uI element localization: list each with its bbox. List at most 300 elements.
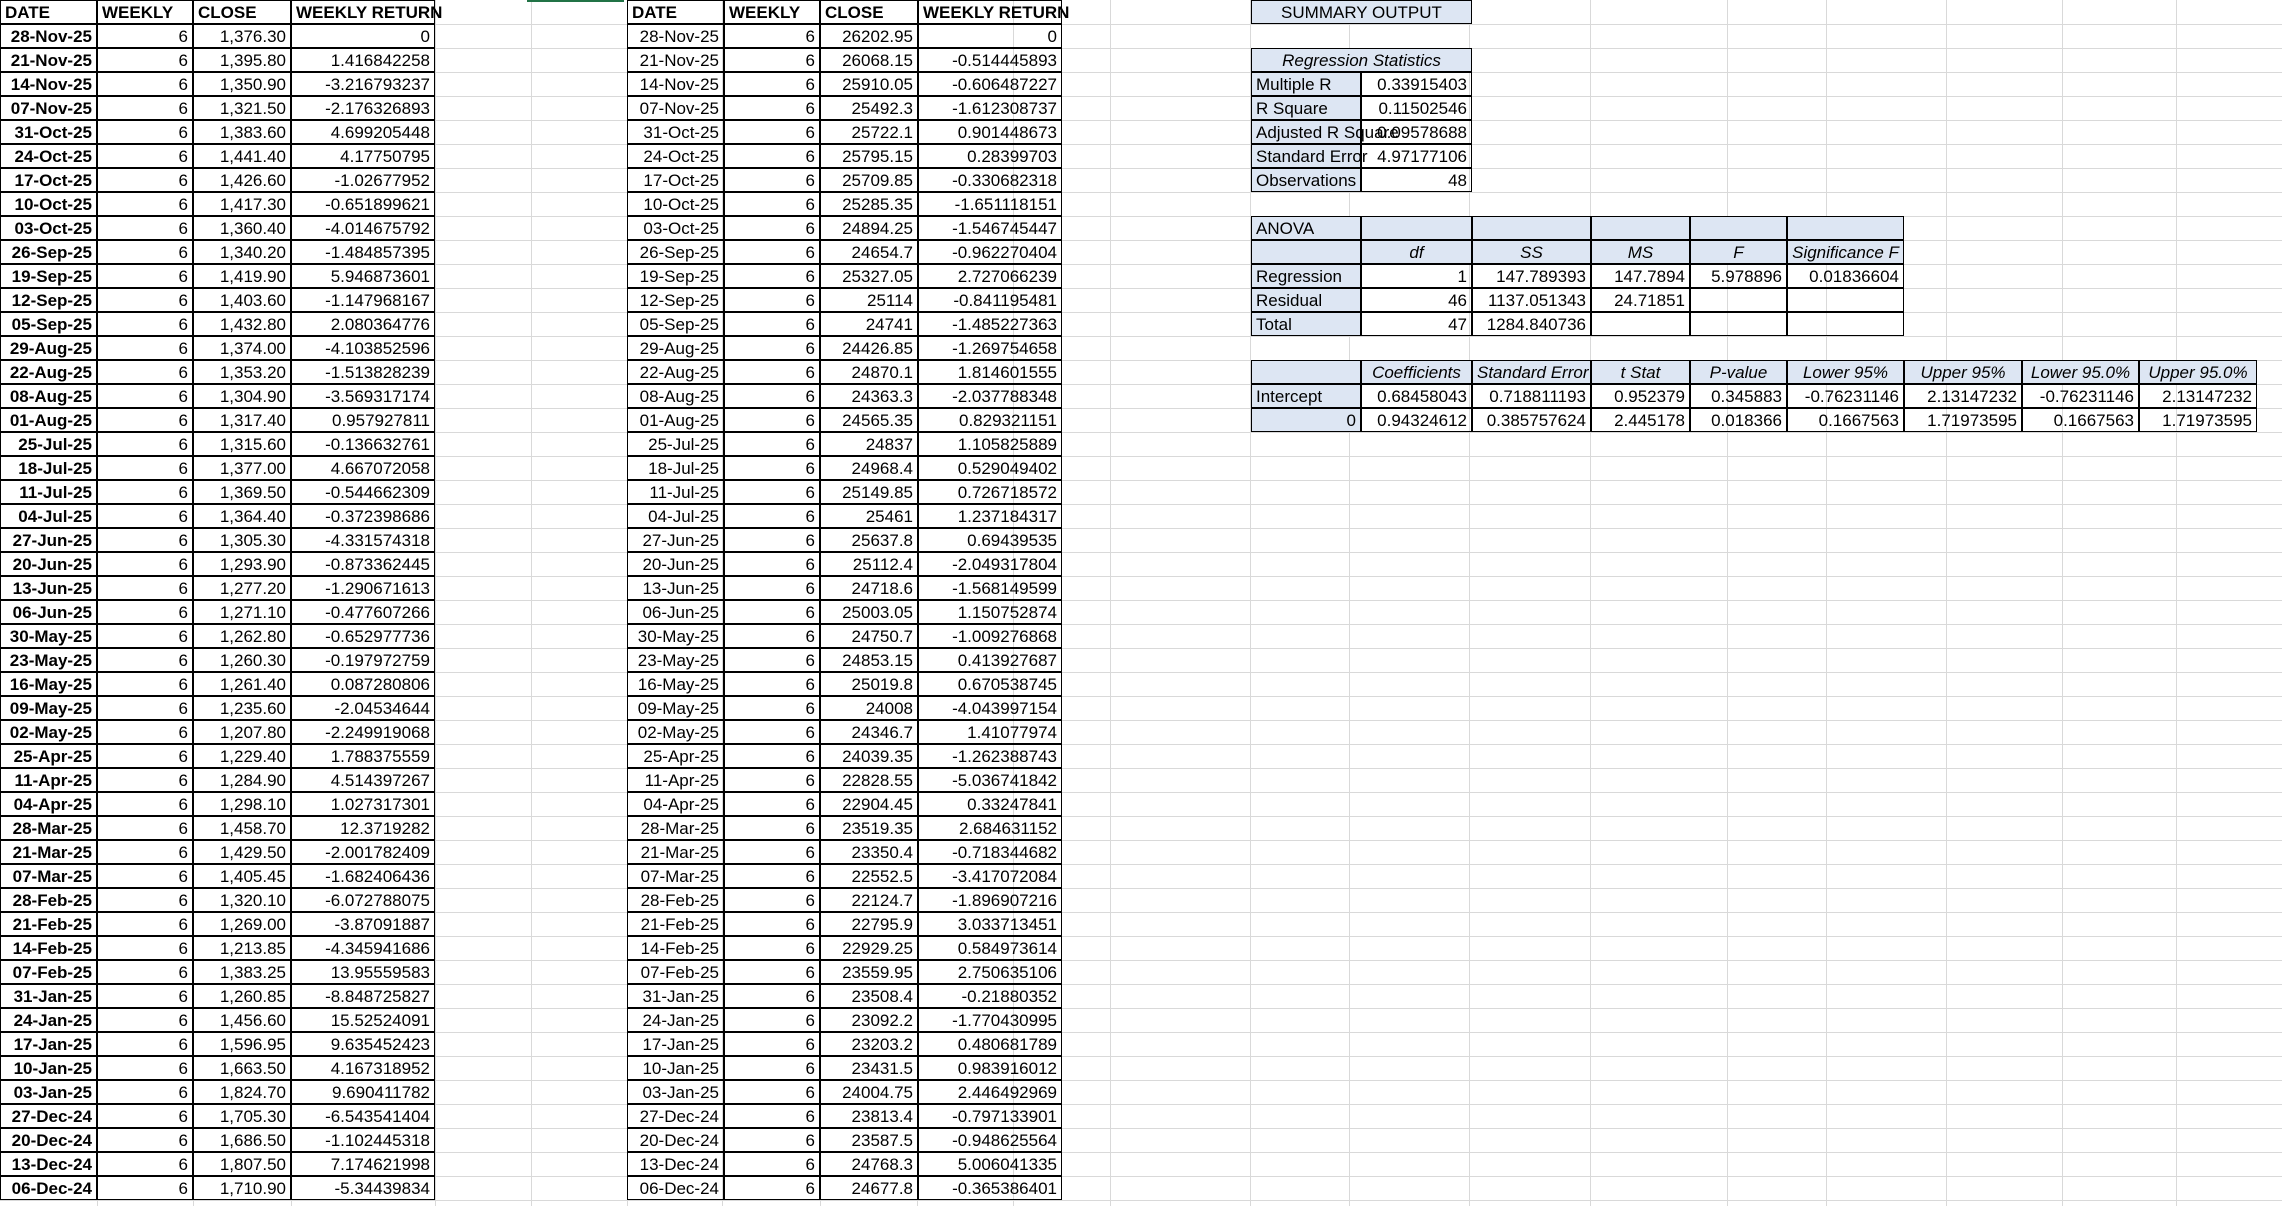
block2-cell[interactable]: 6 — [724, 336, 820, 360]
block2-cell[interactable]: 23350.4 — [820, 840, 918, 864]
block2-cell[interactable]: 6 — [724, 912, 820, 936]
block2-cell[interactable]: 22929.25 — [820, 936, 918, 960]
block2-cell[interactable]: 29-Aug-25 — [627, 336, 724, 360]
block2-cell[interactable]: 24008 — [820, 696, 918, 720]
block1-cell[interactable]: 6 — [97, 288, 193, 312]
block1-cell[interactable]: 17-Oct-25 — [0, 168, 97, 192]
block1-cell[interactable]: 6 — [97, 216, 193, 240]
block2-cell[interactable]: 5.006041335 — [918, 1152, 1062, 1176]
block1-cell[interactable]: 10-Jan-25 — [0, 1056, 97, 1080]
block1-cell[interactable]: 1,456.60 — [193, 1008, 291, 1032]
block1-cell[interactable]: 1,235.60 — [193, 696, 291, 720]
block1-cell[interactable]: 22-Aug-25 — [0, 360, 97, 384]
block2-cell[interactable]: 23559.95 — [820, 960, 918, 984]
block1-cell[interactable]: 31-Jan-25 — [0, 984, 97, 1008]
coefficients-header[interactable]: Lower 95% — [1787, 360, 1904, 384]
block1-cell[interactable]: 1,710.90 — [193, 1176, 291, 1200]
block1-cell[interactable]: 6 — [97, 1008, 193, 1032]
block2-cell[interactable]: 6 — [724, 960, 820, 984]
coefficient-value[interactable]: 1.71973595 — [1904, 408, 2022, 432]
coefficients-header[interactable]: P-value — [1690, 360, 1787, 384]
regression-stat-label[interactable]: Standard Error — [1251, 144, 1361, 168]
block1-cell[interactable]: 1,441.40 — [193, 144, 291, 168]
block1-cell[interactable]: 1,260.85 — [193, 984, 291, 1008]
block1-cell[interactable]: 17-Jan-25 — [0, 1032, 97, 1056]
block1-cell[interactable]: 0.087280806 — [291, 672, 435, 696]
anova-value[interactable]: 1284.840736 — [1472, 312, 1591, 336]
coefficient-value[interactable]: 0.385757624 — [1472, 408, 1591, 432]
block2-cell[interactable]: 6 — [724, 1080, 820, 1104]
block1-cell[interactable]: 13.95559583 — [291, 960, 435, 984]
block1-cell[interactable]: 31-Oct-25 — [0, 120, 97, 144]
block1-cell[interactable]: 4.167318952 — [291, 1056, 435, 1080]
block1-cell[interactable]: -1.02677952 — [291, 168, 435, 192]
regression-stat-label[interactable]: Adjusted R Square — [1251, 120, 1361, 144]
block1-cell[interactable]: 6 — [97, 672, 193, 696]
block1-cell[interactable]: 1,262.80 — [193, 624, 291, 648]
block2-cell[interactable]: 6 — [724, 816, 820, 840]
coefficient-value[interactable]: 0.718811193 — [1472, 384, 1591, 408]
block1-cell[interactable]: 1.788375559 — [291, 744, 435, 768]
anova-header[interactable]: Significance F — [1787, 240, 1904, 264]
block2-cell[interactable]: 6 — [724, 216, 820, 240]
block1-cell[interactable]: 6 — [97, 552, 193, 576]
block2-cell[interactable]: 22904.45 — [820, 792, 918, 816]
coefficients-header[interactable]: Upper 95.0% — [2139, 360, 2257, 384]
block2-cell[interactable]: 30-May-25 — [627, 624, 724, 648]
block1-cell[interactable]: 6 — [97, 624, 193, 648]
block2-cell[interactable]: 6 — [724, 240, 820, 264]
block1-cell[interactable]: 6 — [97, 1176, 193, 1200]
block1-cell[interactable]: 27-Dec-24 — [0, 1104, 97, 1128]
block2-cell[interactable]: 13-Dec-24 — [627, 1152, 724, 1176]
block1-cell[interactable]: 6 — [97, 600, 193, 624]
block1-cell[interactable]: -1.102445318 — [291, 1128, 435, 1152]
block2-cell[interactable]: -1.896907216 — [918, 888, 1062, 912]
block2-cell[interactable]: 25003.05 — [820, 600, 918, 624]
anova-title-filler[interactable] — [1787, 216, 1904, 240]
block2-cell[interactable]: 6 — [724, 1008, 820, 1032]
block1-cell[interactable]: 1,395.80 — [193, 48, 291, 72]
block1-cell[interactable]: 4.514397267 — [291, 768, 435, 792]
block2-cell[interactable]: 27-Dec-24 — [627, 1104, 724, 1128]
block1-cell[interactable]: 10-Oct-25 — [0, 192, 97, 216]
block2-cell[interactable]: 6 — [724, 672, 820, 696]
coefficients-header[interactable]: Coefficients — [1361, 360, 1472, 384]
block1-cell[interactable]: -6.072788075 — [291, 888, 435, 912]
block1-cell[interactable]: -1.513828239 — [291, 360, 435, 384]
block1-cell[interactable]: 6 — [97, 504, 193, 528]
block2-cell[interactable]: 06-Dec-24 — [627, 1176, 724, 1200]
block2-cell[interactable]: 14-Feb-25 — [627, 936, 724, 960]
block2-cell[interactable]: -0.21880352 — [918, 984, 1062, 1008]
block2-cell[interactable]: -0.514445893 — [918, 48, 1062, 72]
block2-cell[interactable]: 26068.15 — [820, 48, 918, 72]
block2-cell[interactable]: 6 — [724, 864, 820, 888]
block2-cell[interactable]: -0.962270404 — [918, 240, 1062, 264]
block2-cell[interactable]: 24565.35 — [820, 408, 918, 432]
block1-cell[interactable]: -3.216793237 — [291, 72, 435, 96]
coefficient-value[interactable]: 0.68458043 — [1361, 384, 1472, 408]
block1-cell[interactable]: 1,207.80 — [193, 720, 291, 744]
block2-cell[interactable]: 03-Oct-25 — [627, 216, 724, 240]
block2-cell[interactable]: 22828.55 — [820, 768, 918, 792]
block2-header-weekly-return[interactable]: WEEKLY RETURN — [918, 0, 1062, 24]
block2-cell[interactable]: 2.446492969 — [918, 1080, 1062, 1104]
block1-cell[interactable]: 1,419.90 — [193, 264, 291, 288]
block1-cell[interactable]: 6 — [97, 480, 193, 504]
block1-cell[interactable]: 1,261.40 — [193, 672, 291, 696]
block1-cell[interactable]: 1,340.20 — [193, 240, 291, 264]
block1-cell[interactable]: 7.174621998 — [291, 1152, 435, 1176]
block1-cell[interactable]: -6.543541404 — [291, 1104, 435, 1128]
block1-cell[interactable]: 6 — [97, 456, 193, 480]
block1-cell[interactable]: 1,383.25 — [193, 960, 291, 984]
block1-cell[interactable]: -1.147968167 — [291, 288, 435, 312]
block2-cell[interactable]: 24968.4 — [820, 456, 918, 480]
block1-cell[interactable]: 6 — [97, 912, 193, 936]
block1-cell[interactable]: 6 — [97, 192, 193, 216]
block2-cell[interactable]: 23519.35 — [820, 816, 918, 840]
block1-cell[interactable]: 03-Jan-25 — [0, 1080, 97, 1104]
block1-cell[interactable]: 1,429.50 — [193, 840, 291, 864]
block1-cell[interactable]: 6 — [97, 264, 193, 288]
block1-cell[interactable]: 6 — [97, 432, 193, 456]
coefficient-value[interactable]: 0.1667563 — [2022, 408, 2139, 432]
block2-cell[interactable]: 25-Apr-25 — [627, 744, 724, 768]
block1-cell[interactable]: 23-May-25 — [0, 648, 97, 672]
block1-cell[interactable]: 6 — [97, 648, 193, 672]
block1-cell[interactable]: 6 — [97, 528, 193, 552]
coefficients-header[interactable] — [1251, 360, 1361, 384]
block2-cell[interactable]: -1.009276868 — [918, 624, 1062, 648]
block1-cell[interactable]: 04-Apr-25 — [0, 792, 97, 816]
block2-cell[interactable]: -5.036741842 — [918, 768, 1062, 792]
block1-cell[interactable]: 1,298.10 — [193, 792, 291, 816]
block1-cell[interactable]: 30-May-25 — [0, 624, 97, 648]
block1-cell[interactable]: -3.569317174 — [291, 384, 435, 408]
block1-cell[interactable]: 6 — [97, 768, 193, 792]
block2-cell[interactable]: 24654.7 — [820, 240, 918, 264]
block1-cell[interactable]: 1,315.60 — [193, 432, 291, 456]
block1-cell[interactable]: 07-Feb-25 — [0, 960, 97, 984]
coefficient-row-label[interactable]: 0 — [1251, 408, 1361, 432]
coefficients-header[interactable]: t Stat — [1591, 360, 1690, 384]
block2-cell[interactable]: 24853.15 — [820, 648, 918, 672]
block1-cell[interactable]: -0.372398686 — [291, 504, 435, 528]
block2-cell[interactable]: 24837 — [820, 432, 918, 456]
block2-cell[interactable]: -1.612308737 — [918, 96, 1062, 120]
block2-cell[interactable]: 25114 — [820, 288, 918, 312]
anova-row-label[interactable]: Regression — [1251, 264, 1361, 288]
block1-cell[interactable]: 08-Aug-25 — [0, 384, 97, 408]
block2-cell[interactable]: 6 — [724, 1032, 820, 1056]
block2-cell[interactable]: 06-Jun-25 — [627, 600, 724, 624]
block2-cell[interactable]: 14-Nov-25 — [627, 72, 724, 96]
coefficient-row-label[interactable]: Intercept — [1251, 384, 1361, 408]
block2-cell[interactable]: 19-Sep-25 — [627, 264, 724, 288]
coefficient-value[interactable]: 0.018366 — [1690, 408, 1787, 432]
block2-cell[interactable]: -0.718344682 — [918, 840, 1062, 864]
block1-cell[interactable]: 11-Jul-25 — [0, 480, 97, 504]
regression-stat-label[interactable]: Observations — [1251, 168, 1361, 192]
coefficient-value[interactable]: 2.13147232 — [1904, 384, 2022, 408]
block2-cell[interactable]: 26-Sep-25 — [627, 240, 724, 264]
anova-header[interactable]: MS — [1591, 240, 1690, 264]
block2-cell[interactable]: 6 — [724, 504, 820, 528]
block1-cell[interactable]: 5.946873601 — [291, 264, 435, 288]
block1-cell[interactable]: 6 — [97, 384, 193, 408]
block2-cell[interactable]: 07-Feb-25 — [627, 960, 724, 984]
anova-header[interactable]: SS — [1472, 240, 1591, 264]
anova-header[interactable]: df — [1361, 240, 1472, 264]
block2-cell[interactable]: 6 — [724, 144, 820, 168]
block1-cell[interactable]: 1,377.00 — [193, 456, 291, 480]
block1-cell[interactable]: 6 — [97, 24, 193, 48]
anova-title-filler[interactable] — [1472, 216, 1591, 240]
block1-cell[interactable]: 11-Apr-25 — [0, 768, 97, 792]
block1-cell[interactable]: 09-May-25 — [0, 696, 97, 720]
anova-value[interactable] — [1787, 312, 1904, 336]
block2-cell[interactable]: 0.584973614 — [918, 936, 1062, 960]
block2-cell[interactable]: -1.269754658 — [918, 336, 1062, 360]
regression-stat-value[interactable]: 4.97177106 — [1361, 144, 1472, 168]
block1-cell[interactable]: 1,369.50 — [193, 480, 291, 504]
block1-cell[interactable]: 1,376.30 — [193, 24, 291, 48]
block2-cell[interactable]: 24870.1 — [820, 360, 918, 384]
anova-value[interactable] — [1787, 288, 1904, 312]
anova-value[interactable] — [1690, 312, 1787, 336]
block2-cell[interactable]: -0.948625564 — [918, 1128, 1062, 1152]
block2-header-close[interactable]: CLOSE — [820, 0, 918, 24]
coefficient-value[interactable]: -0.76231146 — [1787, 384, 1904, 408]
block1-cell[interactable]: 0 — [291, 24, 435, 48]
block1-cell[interactable]: 6 — [97, 168, 193, 192]
block2-cell[interactable]: 6 — [724, 792, 820, 816]
coefficient-value[interactable]: 0.1667563 — [1787, 408, 1904, 432]
block1-cell[interactable]: 6 — [97, 888, 193, 912]
block2-cell[interactable]: 0.480681789 — [918, 1032, 1062, 1056]
block1-cell[interactable]: 6 — [97, 72, 193, 96]
block1-cell[interactable]: 1,320.10 — [193, 888, 291, 912]
block1-cell[interactable]: -0.651899621 — [291, 192, 435, 216]
block2-cell[interactable]: 23587.5 — [820, 1128, 918, 1152]
block2-cell[interactable]: 18-Jul-25 — [627, 456, 724, 480]
block1-cell[interactable]: 06-Jun-25 — [0, 600, 97, 624]
block1-cell[interactable]: 1,458.70 — [193, 816, 291, 840]
block1-cell[interactable]: -5.34439834 — [291, 1176, 435, 1200]
block2-cell[interactable]: 6 — [724, 648, 820, 672]
block1-cell[interactable]: -2.249919068 — [291, 720, 435, 744]
block2-cell[interactable]: 04-Apr-25 — [627, 792, 724, 816]
block1-cell[interactable]: 6 — [97, 336, 193, 360]
block2-cell[interactable]: 11-Jul-25 — [627, 480, 724, 504]
block1-cell[interactable]: -0.197972759 — [291, 648, 435, 672]
anova-title-filler[interactable] — [1591, 216, 1690, 240]
block2-cell[interactable]: 21-Feb-25 — [627, 912, 724, 936]
block2-cell[interactable]: 2.684631152 — [918, 816, 1062, 840]
anova-value[interactable] — [1690, 288, 1787, 312]
block1-cell[interactable]: 6 — [97, 96, 193, 120]
block2-cell[interactable]: 3.033713451 — [918, 912, 1062, 936]
block2-cell[interactable]: 6 — [724, 624, 820, 648]
block1-cell[interactable]: 20-Dec-24 — [0, 1128, 97, 1152]
block1-cell[interactable]: 1,374.00 — [193, 336, 291, 360]
block2-cell[interactable]: 28-Mar-25 — [627, 816, 724, 840]
block2-cell[interactable]: 13-Jun-25 — [627, 576, 724, 600]
block1-cell[interactable]: 9.690411782 — [291, 1080, 435, 1104]
block2-cell[interactable]: 6 — [724, 1104, 820, 1128]
block2-cell[interactable]: 6 — [724, 96, 820, 120]
anova-value[interactable]: 46 — [1361, 288, 1472, 312]
block2-cell[interactable]: 6 — [724, 552, 820, 576]
block1-cell[interactable]: 1,277.20 — [193, 576, 291, 600]
regression-stat-label[interactable]: R Square — [1251, 96, 1361, 120]
coefficient-value[interactable]: 1.71973595 — [2139, 408, 2257, 432]
block1-cell[interactable]: 4.17750795 — [291, 144, 435, 168]
block2-cell[interactable]: 22-Aug-25 — [627, 360, 724, 384]
block1-cell[interactable]: 29-Aug-25 — [0, 336, 97, 360]
block1-header-weekly[interactable]: WEEKLY — [97, 0, 193, 24]
anova-title-filler[interactable] — [1690, 216, 1787, 240]
block2-cell[interactable]: 04-Jul-25 — [627, 504, 724, 528]
block1-cell[interactable]: -0.477607266 — [291, 600, 435, 624]
anova-row-label[interactable]: Residual — [1251, 288, 1361, 312]
block1-cell[interactable]: 6 — [97, 792, 193, 816]
block2-cell[interactable]: 20-Dec-24 — [627, 1128, 724, 1152]
block2-cell[interactable]: 31-Jan-25 — [627, 984, 724, 1008]
block2-cell[interactable]: 10-Oct-25 — [627, 192, 724, 216]
block2-cell[interactable]: 31-Oct-25 — [627, 120, 724, 144]
block1-cell[interactable]: 18-Jul-25 — [0, 456, 97, 480]
block1-cell[interactable]: 20-Jun-25 — [0, 552, 97, 576]
block2-cell[interactable]: 25149.85 — [820, 480, 918, 504]
block2-cell[interactable]: 20-Jun-25 — [627, 552, 724, 576]
block2-cell[interactable]: 6 — [724, 24, 820, 48]
block1-cell[interactable]: 1,405.45 — [193, 864, 291, 888]
block2-cell[interactable]: 6 — [724, 1152, 820, 1176]
block2-cell[interactable]: 25-Jul-25 — [627, 432, 724, 456]
regression-stat-value[interactable]: 0.11502546 — [1361, 96, 1472, 120]
block2-cell[interactable]: 6 — [724, 744, 820, 768]
coefficient-value[interactable]: 0.952379 — [1591, 384, 1690, 408]
block1-cell[interactable]: 6 — [97, 816, 193, 840]
block1-cell[interactable]: 01-Aug-25 — [0, 408, 97, 432]
block2-cell[interactable]: 24677.8 — [820, 1176, 918, 1200]
block1-cell[interactable]: 1,271.10 — [193, 600, 291, 624]
block1-cell[interactable]: 07-Nov-25 — [0, 96, 97, 120]
block2-cell[interactable]: 23508.4 — [820, 984, 918, 1008]
block1-cell[interactable]: 6 — [97, 1152, 193, 1176]
block2-cell[interactable]: 6 — [724, 768, 820, 792]
block1-cell[interactable]: 16-May-25 — [0, 672, 97, 696]
block2-cell[interactable]: 1.237184317 — [918, 504, 1062, 528]
block2-cell[interactable]: 0 — [918, 24, 1062, 48]
block2-cell[interactable]: -0.365386401 — [918, 1176, 1062, 1200]
anova-title-filler[interactable] — [1361, 216, 1472, 240]
block1-cell[interactable]: -3.87091887 — [291, 912, 435, 936]
block2-cell[interactable]: -1.485227363 — [918, 312, 1062, 336]
block1-cell[interactable]: 6 — [97, 120, 193, 144]
block2-cell[interactable]: 0.69439535 — [918, 528, 1062, 552]
block1-cell[interactable]: -2.04534644 — [291, 696, 435, 720]
block2-cell[interactable]: 23092.2 — [820, 1008, 918, 1032]
block2-cell[interactable]: 24039.35 — [820, 744, 918, 768]
block1-header-weekly-return[interactable]: WEEKLY RETURN — [291, 0, 435, 24]
block1-cell[interactable]: -4.331574318 — [291, 528, 435, 552]
block2-cell[interactable]: 23431.5 — [820, 1056, 918, 1080]
block2-cell[interactable]: 0.28399703 — [918, 144, 1062, 168]
coefficient-value[interactable]: 0.94324612 — [1361, 408, 1472, 432]
block1-cell[interactable]: 02-May-25 — [0, 720, 97, 744]
block1-cell[interactable]: 1,305.30 — [193, 528, 291, 552]
anova-row-label[interactable]: Total — [1251, 312, 1361, 336]
block1-cell[interactable]: 1,383.60 — [193, 120, 291, 144]
block2-cell[interactable]: 0.529049402 — [918, 456, 1062, 480]
block1-cell[interactable]: 03-Oct-25 — [0, 216, 97, 240]
block1-cell[interactable]: 28-Mar-25 — [0, 816, 97, 840]
block1-cell[interactable]: 1.416842258 — [291, 48, 435, 72]
block2-cell[interactable]: 26202.95 — [820, 24, 918, 48]
block2-cell[interactable]: 6 — [724, 168, 820, 192]
anova-value[interactable]: 147.789393 — [1472, 264, 1591, 288]
coefficient-value[interactable]: 2.445178 — [1591, 408, 1690, 432]
block1-cell[interactable]: -2.176326893 — [291, 96, 435, 120]
block1-cell[interactable]: 1,807.50 — [193, 1152, 291, 1176]
block1-cell[interactable]: -1.290671613 — [291, 576, 435, 600]
block2-cell[interactable]: 25112.4 — [820, 552, 918, 576]
block2-cell[interactable]: 28-Nov-25 — [627, 24, 724, 48]
block2-cell[interactable]: 25492.3 — [820, 96, 918, 120]
block2-cell[interactable]: 6 — [724, 936, 820, 960]
block2-cell[interactable]: 24-Jan-25 — [627, 1008, 724, 1032]
block1-cell[interactable]: 07-Mar-25 — [0, 864, 97, 888]
block1-cell[interactable]: 15.52524091 — [291, 1008, 435, 1032]
block1-cell[interactable]: -0.873362445 — [291, 552, 435, 576]
block2-cell[interactable]: 0.829321151 — [918, 408, 1062, 432]
block2-cell[interactable]: 6 — [724, 1176, 820, 1200]
block1-cell[interactable]: 24-Jan-25 — [0, 1008, 97, 1032]
block1-cell[interactable]: 1.027317301 — [291, 792, 435, 816]
block2-cell[interactable]: 24346.7 — [820, 720, 918, 744]
block2-cell[interactable]: 23813.4 — [820, 1104, 918, 1128]
block2-cell[interactable]: 6 — [724, 384, 820, 408]
block2-cell[interactable]: 6 — [724, 840, 820, 864]
block1-cell[interactable]: 14-Feb-25 — [0, 936, 97, 960]
block2-cell[interactable]: 6 — [724, 576, 820, 600]
block1-cell[interactable]: 19-Sep-25 — [0, 264, 97, 288]
block2-cell[interactable]: 12-Sep-25 — [627, 288, 724, 312]
block1-cell[interactable]: 6 — [97, 144, 193, 168]
anova-value[interactable]: 1 — [1361, 264, 1472, 288]
coefficient-value[interactable]: -0.76231146 — [2022, 384, 2139, 408]
block1-cell[interactable]: 1,229.40 — [193, 744, 291, 768]
block1-cell[interactable]: 26-Sep-25 — [0, 240, 97, 264]
block2-cell[interactable]: 28-Feb-25 — [627, 888, 724, 912]
regression-stat-value[interactable]: 0.09578688 — [1361, 120, 1472, 144]
regression-stat-value[interactable]: 48 — [1361, 168, 1472, 192]
block2-cell[interactable]: 11-Apr-25 — [627, 768, 724, 792]
block1-cell[interactable]: 1,293.90 — [193, 552, 291, 576]
block1-cell[interactable]: 6 — [97, 240, 193, 264]
block2-cell[interactable]: -0.330682318 — [918, 168, 1062, 192]
block2-cell[interactable]: 24363.3 — [820, 384, 918, 408]
block2-cell[interactable]: 24750.7 — [820, 624, 918, 648]
block1-cell[interactable]: -0.136632761 — [291, 432, 435, 456]
block2-cell[interactable]: 6 — [724, 120, 820, 144]
block2-cell[interactable]: 21-Mar-25 — [627, 840, 724, 864]
block2-cell[interactable]: 2.750635106 — [918, 960, 1062, 984]
